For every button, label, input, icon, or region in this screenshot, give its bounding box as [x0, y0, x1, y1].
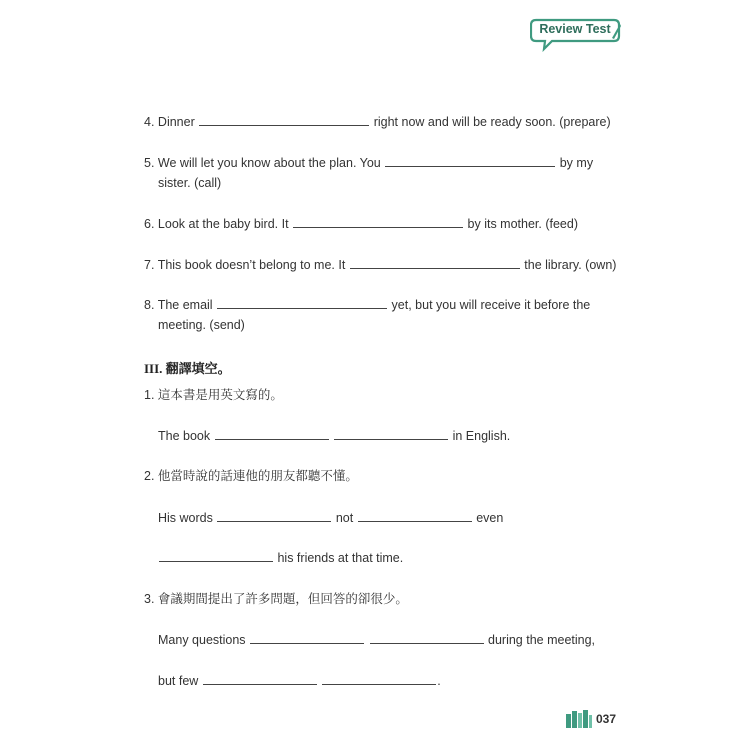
item-number: 4.: [144, 115, 155, 129]
answer-blank[interactable]: [293, 216, 463, 228]
answer-blank[interactable]: [159, 550, 273, 562]
book-icon: [566, 710, 592, 728]
badge-label: Review Test: [539, 22, 611, 36]
answer-blank[interactable]: [250, 632, 364, 644]
answer-text: not: [335, 511, 354, 525]
answer-blank[interactable]: [322, 673, 436, 685]
item-number: 2.: [144, 469, 155, 483]
answer-text: but few: [158, 674, 199, 688]
chinese-sentence: 他當時說的話連他的朋友都聽不懂。: [157, 469, 358, 483]
answer-blank[interactable]: [334, 428, 448, 440]
question-text: by my: [559, 156, 594, 170]
item-number: 5.: [144, 156, 155, 170]
answer-text: during the meeting,: [488, 633, 596, 647]
page-number: 037: [596, 712, 617, 726]
translation-1-prompt: [144, 387, 283, 403]
answer-text: His words: [158, 511, 213, 525]
item-number: 1.: [144, 388, 155, 402]
question-text: Dinner: [157, 115, 195, 129]
question-text: We will let you know about the plan. You: [157, 156, 381, 170]
question-text: This book doesn’t belong to me. It: [157, 258, 346, 272]
answer-blank[interactable]: [370, 632, 484, 644]
question-text: The email: [157, 298, 213, 312]
answer-text: .: [437, 674, 441, 688]
question-5: [144, 155, 593, 171]
answer-text: Many questions: [158, 633, 246, 647]
question-7: [144, 257, 616, 273]
review-test-badge: [530, 18, 622, 52]
question-text: right now and will be ready soon. (prepare): [373, 115, 611, 129]
page-footer: [566, 710, 616, 728]
translation-2-answer-line-2: [158, 550, 403, 566]
question-4: [144, 114, 611, 130]
question-text: Look at the baby bird. It: [157, 217, 289, 231]
question-text: yet, but you will receive it before the: [391, 298, 591, 312]
answer-blank[interactable]: [217, 297, 387, 309]
question-8: [144, 297, 590, 313]
answer-text: in English.: [452, 429, 511, 443]
answer-blank[interactable]: [215, 428, 329, 440]
translation-3-prompt: [144, 591, 408, 607]
chinese-sentence: 會議期間提出了許多問題，但回答的卻很少。: [157, 592, 408, 606]
question-6: [144, 216, 578, 232]
item-number: 7.: [144, 258, 155, 272]
item-number: 6.: [144, 217, 155, 231]
answer-blank[interactable]: [217, 510, 331, 522]
question-text: the library. (own): [524, 258, 617, 272]
answer-text: The book: [158, 429, 211, 443]
translation-1-answer: [158, 428, 510, 444]
section-heading: III. 翻譯填空。: [144, 361, 231, 376]
item-number: 8.: [144, 298, 155, 312]
question-8-continuation: meeting. (send): [158, 318, 245, 332]
question-5-continuation: sister. (call): [158, 176, 222, 190]
translation-2-answer-line-1: [158, 510, 503, 526]
item-number: 3.: [144, 592, 155, 606]
answer-text: his friends at that time.: [277, 551, 404, 565]
answer-blank[interactable]: [199, 114, 369, 126]
translation-3-answer-line-1: [158, 632, 595, 648]
answer-text: even: [476, 511, 504, 525]
translation-2-prompt: [144, 468, 358, 484]
answer-blank[interactable]: [350, 257, 520, 269]
answer-blank[interactable]: [385, 155, 555, 167]
question-text: by its mother. (feed): [467, 217, 578, 231]
translation-3-answer-line-2: [158, 673, 441, 689]
answer-blank[interactable]: [203, 673, 317, 685]
chinese-sentence: 這本書是用英文寫的。: [157, 388, 283, 402]
answer-blank[interactable]: [358, 510, 472, 522]
